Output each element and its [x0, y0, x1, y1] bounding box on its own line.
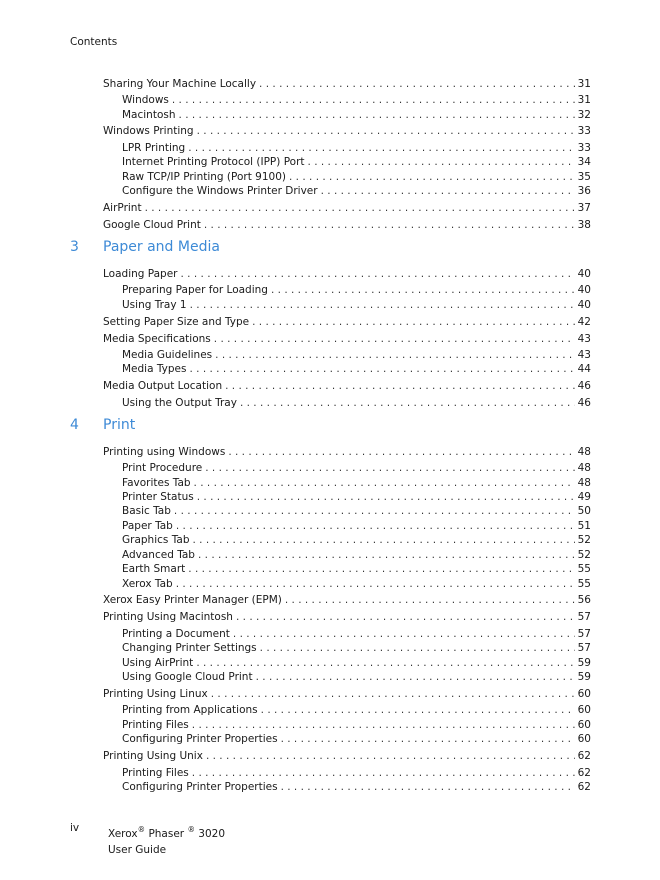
footer-product: [108, 822, 225, 858]
toc-entry[interactable]: Xerox Easy Printer Manager (EPM) . . . 56: [103, 593, 591, 607]
toc-entry[interactable]: Basic Tab . . . 50: [122, 504, 591, 518]
toc-entry[interactable]: Internet Printing Protocol (IPP) Port . . . 34: [122, 155, 591, 169]
toc-entry[interactable]: Printing Files . . . 62: [122, 766, 591, 780]
toc-entry[interactable]: Printing Using Unix . . . 62: [103, 749, 591, 763]
toc-entry[interactable]: Media Specifications . . . 43: [103, 332, 591, 346]
toc-entry[interactable]: Using the Output Tray . . . 46: [122, 396, 591, 410]
chapter-title: Print: [103, 417, 136, 433]
toc-entry[interactable]: Google Cloud Print . . . 38: [103, 218, 591, 232]
chapter-number: 4: [70, 417, 79, 433]
toc-entry[interactable]: Raw TCP/IP Printing (Port 9100) . . . 35: [122, 170, 591, 184]
toc-entry[interactable]: Configure the Windows Printer Driver . . . 36: [122, 184, 591, 198]
toc-entry[interactable]: Paper Tab . . . 51: [122, 519, 591, 533]
toc-entry[interactable]: AirPrint . . . 37: [103, 201, 591, 215]
toc-entry[interactable]: LPR Printing . . . 33: [122, 141, 591, 155]
toc-entry[interactable]: Printer Status . . . 49: [122, 490, 591, 504]
toc-entry[interactable]: Using Tray 1 . . . 40: [122, 298, 591, 312]
toc-entry[interactable]: Print Procedure . . . 48: [122, 461, 591, 475]
toc-entry[interactable]: Printing using Windows . . . 48: [103, 445, 591, 459]
toc-entry[interactable]: Advanced Tab . . . 52: [122, 548, 591, 562]
toc-entry[interactable]: Changing Printer Settings . . . 57: [122, 641, 591, 655]
toc-entry[interactable]: Printing from Applications . . . 60: [122, 703, 591, 717]
toc-entry[interactable]: Configuring Printer Properties . . . 60: [122, 732, 591, 746]
toc-entry[interactable]: Media Output Location . . . 46: [103, 379, 591, 393]
toc-entry[interactable]: Preparing Paper for Loading . . . 40: [122, 283, 591, 297]
running-header: Contents: [70, 36, 118, 48]
toc-entry[interactable]: Xerox Tab . . . 55: [122, 577, 591, 591]
toc-entry[interactable]: Using Google Cloud Print . . . 59: [122, 670, 591, 684]
toc-entry[interactable]: Printing a Document . . . 57: [122, 627, 591, 641]
chapter-title: Paper and Media: [103, 239, 220, 255]
page-number: iv: [70, 822, 80, 834]
toc-entry[interactable]: Windows Printing . . . 33: [103, 124, 591, 138]
toc-entry[interactable]: Macintosh . . . 32: [122, 108, 591, 122]
toc-entry[interactable]: Printing Using Macintosh . . . 57: [103, 610, 591, 624]
chapter-number: 3: [70, 239, 79, 255]
product-name: Xerox® Phaser ® 3020: [108, 825, 226, 840]
document-title: User Guide: [108, 844, 167, 856]
toc-entry[interactable]: Loading Paper . . . 40: [103, 267, 591, 281]
toc-entry[interactable]: Sharing Your Machine Locally . . . 31: [103, 77, 591, 91]
toc-entry[interactable]: Media Types . . . 44: [122, 362, 591, 376]
toc-entry[interactable]: Printing Files . . . 60: [122, 718, 591, 732]
toc-entry[interactable]: Windows . . . 31: [122, 93, 591, 107]
toc-entry[interactable]: Configuring Printer Properties . . . 62: [122, 780, 591, 794]
toc-entry[interactable]: Media Guidelines . . . 43: [122, 348, 591, 362]
toc-entry[interactable]: Graphics Tab . . . 52: [122, 533, 591, 547]
toc-entry[interactable]: Earth Smart . . . 55: [122, 562, 591, 576]
toc-entry[interactable]: Using AirPrint . . . 59: [122, 656, 591, 670]
toc-entry[interactable]: Setting Paper Size and Type . . . 42: [103, 315, 591, 329]
toc-entry[interactable]: Favorites Tab . . . 48: [122, 476, 591, 490]
toc-entry[interactable]: Printing Using Linux . . . 60: [103, 687, 591, 701]
